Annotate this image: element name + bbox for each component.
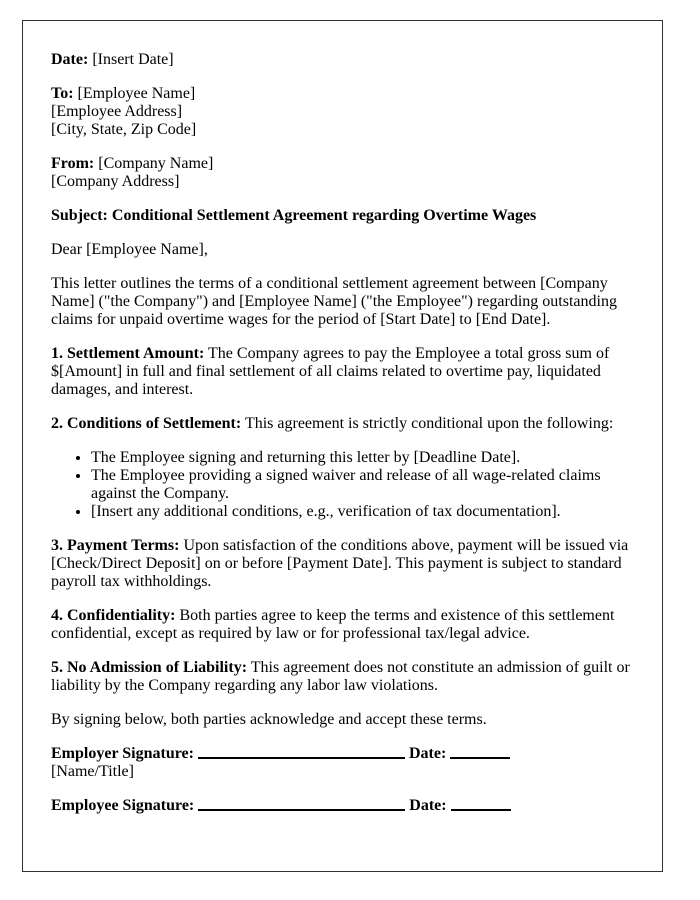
subject-line: Subject: Conditional Settlement Agreement regarding Overtime Wages bbox=[51, 207, 537, 224]
date-value: [Insert Date] bbox=[92, 51, 174, 68]
document-clip-region bbox=[22, 20, 663, 814]
section-2-label: 2. Conditions of Settlement: bbox=[51, 415, 242, 432]
employee-date-label: Date: bbox=[409, 797, 447, 814]
section-5-label: 5. No Admission of Liability: bbox=[51, 659, 248, 676]
section-payment-terms bbox=[51, 537, 634, 591]
to-address: [Employee Address] bbox=[51, 103, 183, 120]
date-label: Date: bbox=[51, 51, 89, 68]
employer-signature-label: Employer Signature: bbox=[51, 745, 194, 762]
sender-block bbox=[51, 155, 634, 191]
letter-document bbox=[22, 20, 663, 872]
section-3-text: Upon satisfaction of the conditions above, payment will be issued via [Check/Direct Deposit] on or before [Payment Date]. This payment is subject to standard payroll tax withholdings. bbox=[51, 537, 629, 590]
employer-date-line bbox=[450, 755, 510, 759]
from-address: [Company Address] bbox=[51, 173, 180, 190]
section-1-label: 1. Settlement Amount: bbox=[51, 345, 205, 362]
employee-signature-label: Employee Signature: bbox=[51, 797, 195, 814]
section-4-text: Both parties agree to keep the terms and existence of this settlement confidential, except as required by law or for professional tax/legal advice. bbox=[51, 607, 615, 642]
employee-signature-row bbox=[51, 797, 634, 815]
recipient-block bbox=[51, 85, 634, 139]
section-3-label: 3. Payment Terms: bbox=[51, 537, 180, 554]
date-line bbox=[51, 51, 634, 69]
to-city-line: [City, State, Zip Code] bbox=[51, 121, 197, 138]
employer-name-title: [Name/Title] bbox=[51, 763, 134, 780]
employer-signature-line bbox=[198, 755, 405, 759]
section-1-text: The Company agrees to pay the Employee a total gross sum of $[Amount] in full and final settlement of all claims related to overtime pay, liquidated damages, and interest. bbox=[51, 345, 610, 398]
salutation: Dear [Employee Name], bbox=[51, 241, 208, 258]
list-item: • The Employee providing a signed waiver and release of all wage-related claims against the Company. bbox=[91, 467, 634, 503]
intro-paragraph: This letter outlines the terms of a conditional settlement agreement between [Company Name] ("the Company") and [Employee Name] ("the Employee") regarding outstanding claims for unpaid overtime wages for the period of [Start Date] to [End Date]. bbox=[51, 275, 617, 328]
to-label: To: bbox=[51, 85, 74, 102]
list-item: • The Employee signing and returning this letter by [Deadline Date]. bbox=[91, 449, 634, 467]
conditions-list bbox=[51, 449, 634, 521]
to-name: [Employee Name] bbox=[77, 85, 196, 102]
employer-date-label: Date: bbox=[408, 745, 447, 762]
from-label: From: bbox=[51, 155, 95, 172]
section-4-label: 4. Confidentiality: bbox=[51, 607, 176, 624]
employer-signature-row bbox=[51, 745, 634, 781]
section-confidentiality bbox=[51, 607, 634, 643]
section-settlement-amount bbox=[51, 345, 634, 399]
section-5-text: This agreement does not constitute an admission of guilt or liability by the Company regarding any labor law violations. bbox=[51, 659, 630, 694]
employee-date-line bbox=[451, 807, 511, 811]
employee-signature-line bbox=[198, 807, 405, 811]
list-item: • [Insert any additional conditions, e.g., verification of tax documentation]. bbox=[91, 503, 634, 521]
from-name: [Company Name] bbox=[98, 155, 214, 172]
section-conditions-of-settlement bbox=[51, 415, 634, 433]
section-no-admission-of-liability bbox=[51, 659, 634, 695]
section-2-text: This agreement is strictly conditional upon the following: bbox=[244, 415, 614, 432]
closing-line: By signing below, both parties acknowledge and accept these terms. bbox=[51, 711, 487, 728]
